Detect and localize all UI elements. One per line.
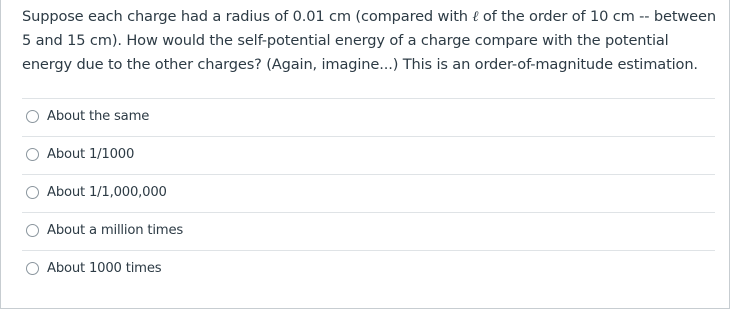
radio-button[interactable]: [26, 224, 39, 237]
radio-button[interactable]: [26, 148, 39, 161]
answer-label[interactable]: About the same: [47, 109, 150, 124]
answer-option-about-1-1000000[interactable]: [22, 174, 715, 212]
answer-label[interactable]: About a million times: [47, 223, 184, 238]
answer-label[interactable]: About 1000 times: [47, 261, 162, 276]
answer-option-about-a-million-times[interactable]: [22, 212, 715, 250]
radio-button[interactable]: [26, 186, 39, 199]
answer-option-about-1-1000[interactable]: [22, 136, 715, 174]
answer-list: [22, 98, 715, 288]
radio-button[interactable]: [26, 110, 39, 123]
question-text-before: Suppose each charge had a radius of 0.01 cm (compared with: [22, 8, 473, 25]
answer-label[interactable]: About 1/1,000,000: [47, 185, 167, 200]
answer-label[interactable]: About 1/1000: [47, 147, 135, 162]
question-text: [22, 5, 722, 77]
answer-option-about-the-same[interactable]: [22, 98, 715, 136]
answer-option-about-1000-times[interactable]: [22, 250, 715, 288]
radio-button[interactable]: [26, 262, 39, 275]
question-text-after: of the order of 10 cm -- between 5 and 15 cm). How would the self-potential energy of a charge compare with the potential energy due to the other charges? (Again, imagine...) This is an order-of-magnitude estimation.: [22, 8, 716, 73]
ell-symbol: ℓ: [472, 8, 479, 25]
